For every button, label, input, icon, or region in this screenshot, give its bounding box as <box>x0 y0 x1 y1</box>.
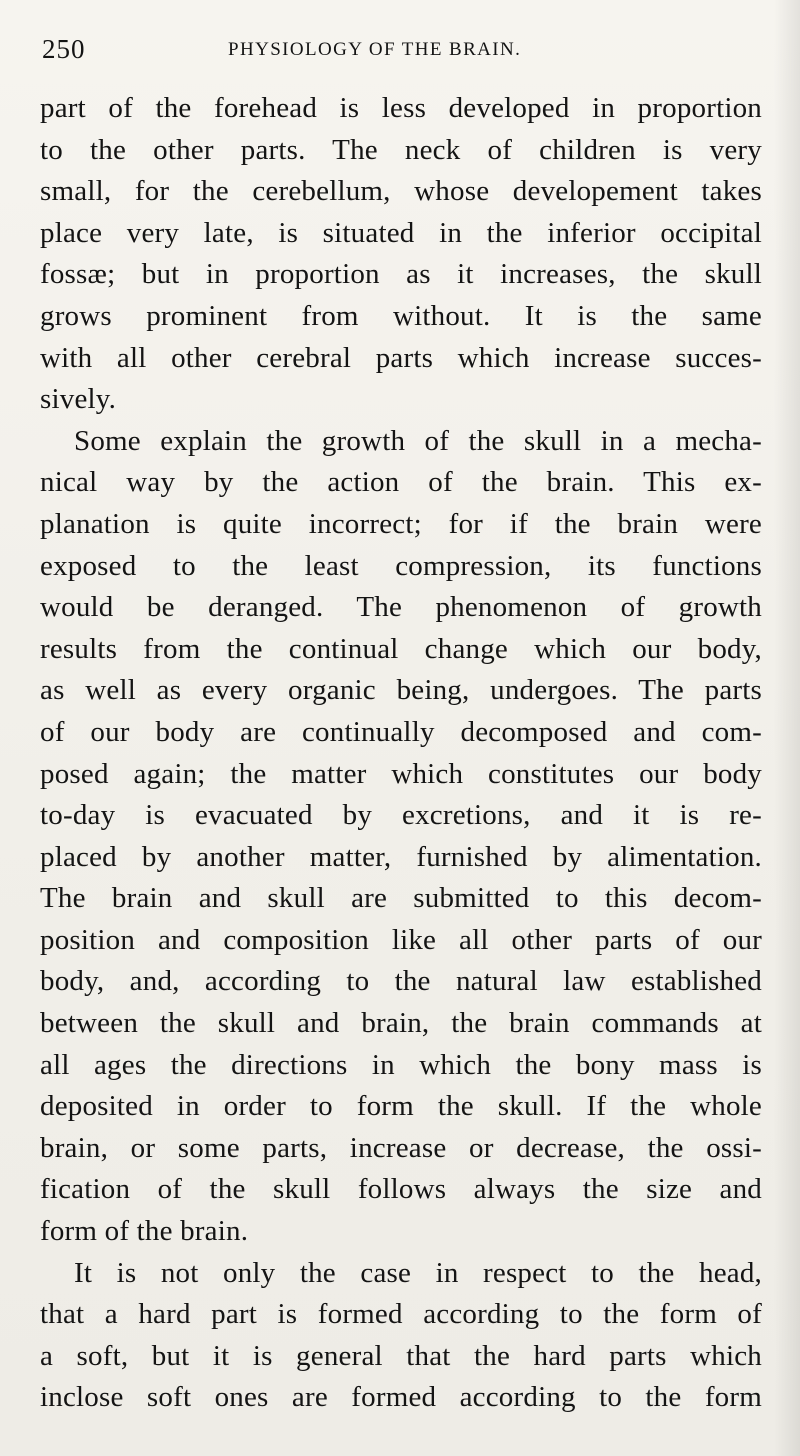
text-line: of our body are continually decomposed and com- <box>40 715 762 748</box>
text-line: that a hard part is formed according to the form of <box>40 1298 762 1331</box>
text-line: position and composition like all other parts of our <box>40 923 762 956</box>
text-line: fossæ; but in proportion as it increases, the skull <box>40 258 762 291</box>
page-number: 250 <box>42 34 86 64</box>
text-line: deposited in order to form the skull. If the whole <box>40 1090 762 1123</box>
text-line: inclose soft ones are formed according to the form <box>40 1381 762 1414</box>
text-line: with all other cerebral parts which increase succes- <box>40 341 762 374</box>
paragraph-start-line: It is not only the case in respect to the head, <box>74 1256 762 1289</box>
text-line: part of the forehead is less developed in proportion <box>40 92 762 124</box>
paragraph-end-line: sively. <box>40 383 117 416</box>
text-line: would be deranged. The phenomenon of growth <box>40 591 762 624</box>
text-line: The brain and skull are submitted to this decom- <box>40 882 762 915</box>
text-line: small, for the cerebellum, whose developement takes <box>40 175 762 208</box>
text-line: placed by another matter, furnished by alimentation. <box>40 840 762 873</box>
text-line: brain, or some parts, increase or decrease, the ossi- <box>40 1131 762 1164</box>
text-line: to the other parts. The neck of children is very <box>40 133 762 166</box>
text-line: grows prominent from without. It is the same <box>40 299 762 332</box>
running-head: PHYSIOLOGY OF THE BRAIN. <box>228 39 522 60</box>
text-line: place very late, is situated in the inferior occipital <box>40 216 762 249</box>
text-line: planation is quite incorrect; for if the brain were <box>40 507 762 540</box>
text-line: fication of the skull follows always the size and <box>40 1173 762 1206</box>
text-line: results from the continual change which our body, <box>40 632 762 665</box>
text-line: exposed to the least compression, its functions <box>40 549 762 582</box>
text-line: body, and, according to the natural law established <box>40 965 762 998</box>
text-line: to-day is evacuated by excretions, and it is re- <box>40 799 762 832</box>
body-text <box>40 88 762 1419</box>
text-line: nical way by the action of the brain. This ex- <box>40 466 762 499</box>
text-line: as well as every organic being, undergoes. The parts <box>40 674 762 707</box>
text-line: a soft, but it is general that the hard parts which <box>40 1339 762 1372</box>
text-line: posed again; the matter which constitutes our body <box>40 757 762 790</box>
page-header <box>42 34 762 68</box>
paragraph-end-line: form of the brain. <box>40 1215 249 1248</box>
text-line: between the skull and brain, the brain commands at <box>40 1007 762 1040</box>
text-line: all ages the directions in which the bony mass is <box>40 1048 762 1081</box>
paragraph-start-line: Some explain the growth of the skull in a mecha- <box>74 424 762 457</box>
